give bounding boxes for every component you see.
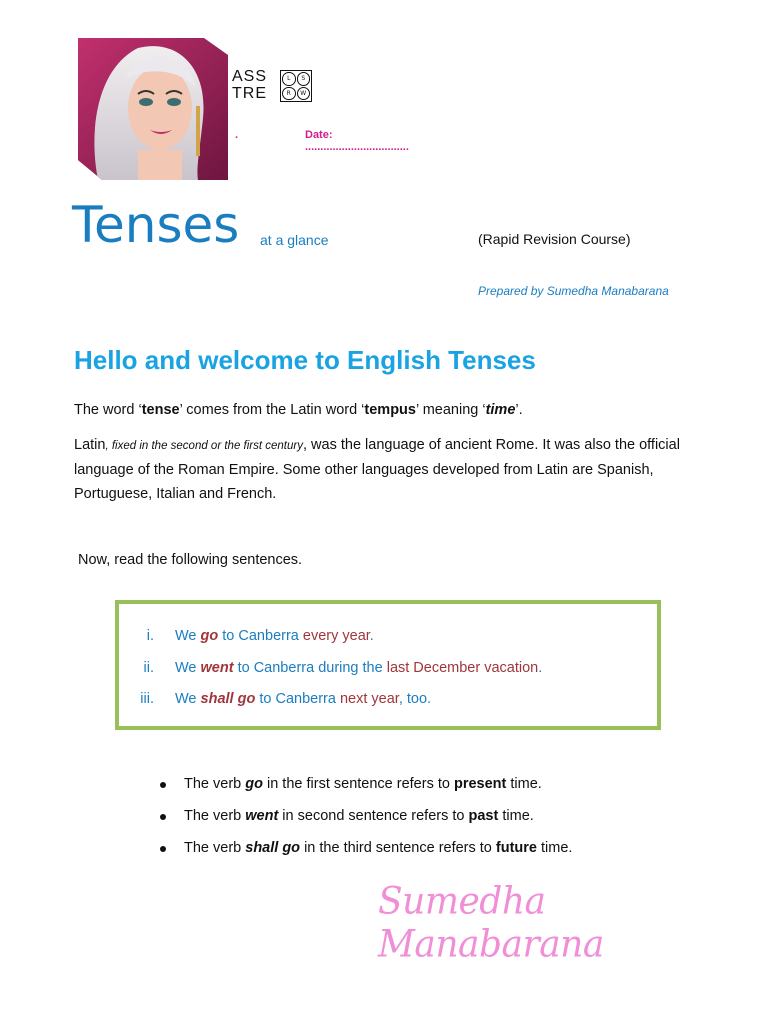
sentence-number: i. [146,628,154,644]
verb: went [200,660,234,676]
text: We [175,628,201,644]
course-label: (Rapid Revision Course) [478,231,631,247]
text: time. [506,776,542,792]
text: to Canberra during the [233,660,387,676]
text: to Canberra [255,691,340,707]
text: ’. [515,402,523,418]
paragraph-instruction: Now, read the following sentences. [78,552,303,568]
logo-line-2: TRE [232,85,267,102]
text: in the third sentence refers to [300,840,496,856]
time-phrase: next year [339,691,399,707]
section-heading: Hello and welcome to English Tenses [74,345,536,375]
author-signature: Sumedha Manabarana [378,879,604,967]
text: . [538,660,543,676]
text: The verb [184,840,246,856]
verb: go [200,628,219,644]
latin-date-note: , fixed in the second or the first century [105,440,303,452]
logo-cell: R [282,87,296,101]
text: The verb [184,808,246,824]
text: in the first sentence refers to [262,776,454,792]
verb: go [245,776,263,792]
text: We [175,691,201,707]
name-field-dots: . [235,129,239,141]
logo-text [232,68,267,102]
time-term: future [495,840,537,856]
text: in second sentence refers to [278,808,469,824]
term-tense: tense [141,402,180,418]
sentence-number: ii. [143,660,154,676]
logo-line-1: ASS [232,68,268,85]
text: ’ meaning ‘ [415,402,486,418]
time-phrase: every year [302,628,370,644]
prepared-by: Prepared by Sumedha Manabarana [478,284,669,298]
page-title: Tenses [72,196,240,254]
time-term: present [453,776,507,792]
text: The verb [184,776,246,792]
verb: shall go [245,840,301,856]
time-term: past [468,808,499,824]
logo-cell: W [297,87,311,101]
date-row [235,129,409,153]
term-latin: Latin [74,437,106,453]
text: , too. [398,691,432,707]
text: . [369,628,374,644]
text: time. [537,840,573,856]
text: We [175,660,201,676]
text: ’ comes from the Latin word ‘ [179,402,365,418]
page-subtitle: at a glance [260,232,329,248]
logo-cell: S [297,72,311,86]
doll-portrait-image [78,38,228,180]
paragraph-tense-origin [74,398,724,422]
term-time: time [485,402,516,418]
bullet-icon [160,782,166,788]
sentence-number: iii. [140,691,154,707]
text: The word ‘ [74,402,142,418]
term-tempus: tempus [364,402,416,418]
bullet-icon [160,814,166,820]
verb: shall go [200,691,256,707]
verb: went [245,808,279,824]
text: time. [498,808,534,824]
time-phrase: last December vacation [386,660,539,676]
example-sentences-box [115,600,661,730]
logo-cell: L [282,72,296,86]
text: , was the language of ancient Rome. It was also the official language of the Roman Empire. Some other languages developed from Latin are Spanish, Portuguese, Italian and French. [74,437,680,502]
text: to Canberra [218,628,303,644]
lsrw-logo-icon [280,70,312,102]
paragraph-latin [74,433,724,506]
date-field: Date: .................................. [305,129,409,153]
bullet-icon [160,846,166,852]
